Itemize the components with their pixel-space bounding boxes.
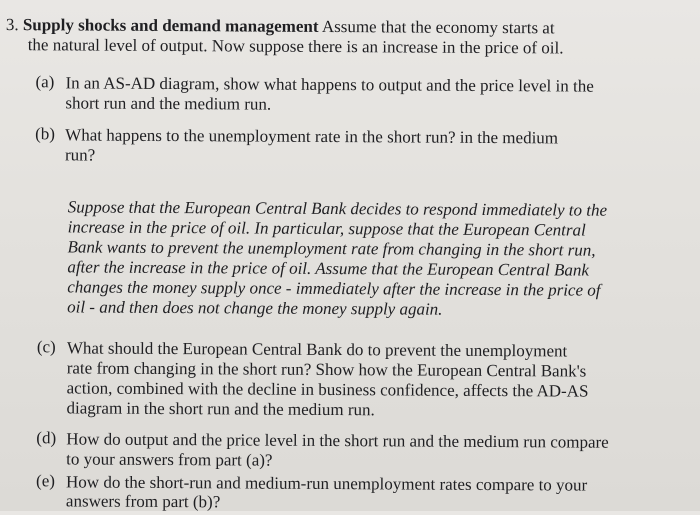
part-b-line2: run? bbox=[64, 145, 96, 165]
part-b-line1: What happens to the unemployment rate in the short run? in the medium bbox=[65, 125, 559, 148]
part-c-line: diagram in the short run and the medium run. bbox=[66, 398, 375, 420]
scenario-line: oil - and then does not change the money supply again. bbox=[67, 297, 443, 319]
part-a-line2: short run and the medium run. bbox=[65, 93, 272, 114]
part-d-line: to your answers from part (a)? bbox=[66, 449, 273, 470]
part-e-line: answers from part (b)? bbox=[65, 491, 221, 512]
part-c-line: rate from changing in the short run? Show how the European Central Bank's bbox=[66, 358, 587, 381]
part-c-line: What should the European Central Bank do to prevent the unemployment bbox=[66, 338, 568, 361]
part-c-line: action, combined with the decline in business confidence, affects the AD-AS bbox=[66, 378, 589, 401]
scenario-line: changes the money supply once - immediately after the increase in the price of bbox=[67, 277, 601, 300]
question-intro-line2: the natural level of output. Now suppose there is an increase in the price of oil. bbox=[27, 35, 564, 58]
part-d-line: How do output and the price level in the short run and the medium run compare bbox=[66, 429, 609, 452]
question-number: 3. bbox=[5, 15, 19, 35]
part-a-line1: In an AS-AD diagram, show what happens to output and the price level in the bbox=[65, 73, 594, 96]
part-e-line: How do the short-run and medium-run unemployment rates compare to your bbox=[65, 472, 588, 495]
part-e-label: (e) bbox=[36, 471, 55, 491]
question-title: Supply shocks and demand management bbox=[22, 15, 319, 36]
scenario-line: Bank wants to prevent the unemployment rate from changing in the short run, bbox=[67, 237, 596, 260]
part-d-label: (d) bbox=[36, 428, 57, 448]
part-b-label: (b) bbox=[35, 124, 56, 144]
scenario-line: Suppose that the European Central Bank decides to respond immediately to the bbox=[67, 197, 608, 220]
question-intro-line1: Assume that the economy starts at bbox=[321, 16, 555, 38]
part-c-label: (c) bbox=[36, 337, 56, 357]
scenario-line: increase in the price of oil. In particular, suppose that the European Central bbox=[67, 217, 586, 240]
part-a-label: (a) bbox=[35, 72, 55, 92]
scenario-line: after the increase in the price of oil. Assume that the European Central Bank bbox=[67, 257, 589, 280]
